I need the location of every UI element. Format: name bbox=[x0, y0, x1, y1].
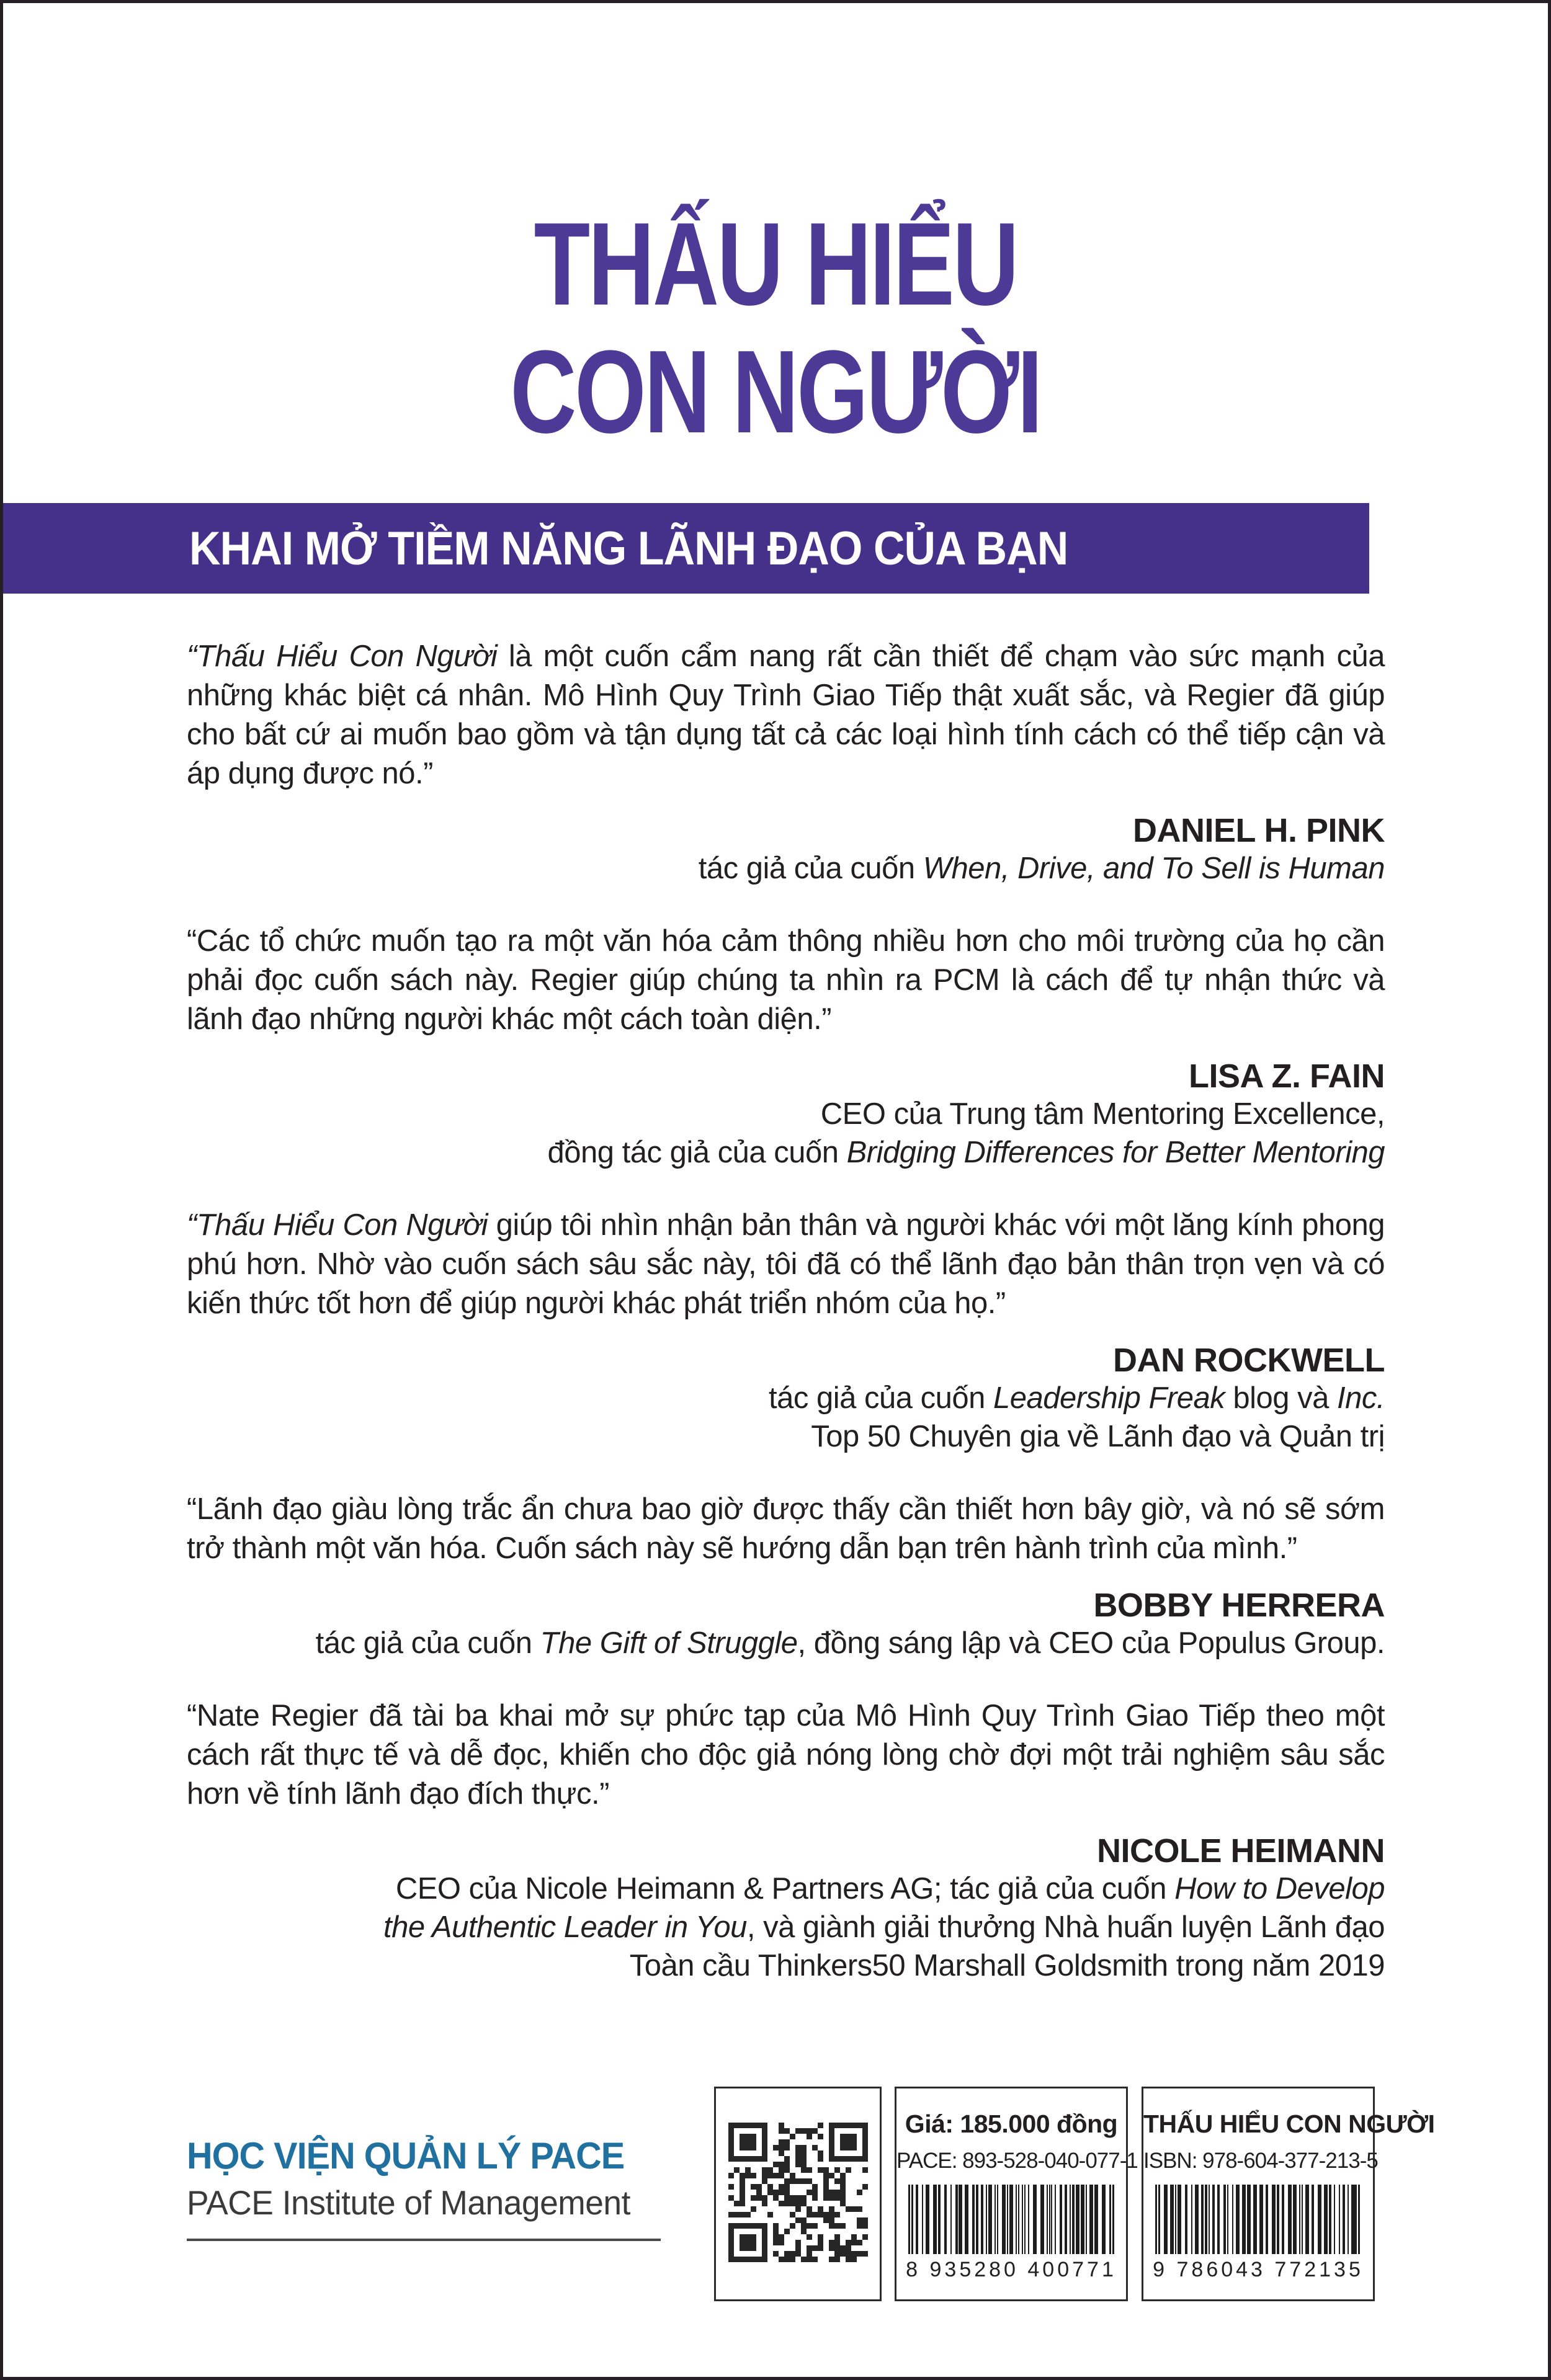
endorsement-quotes bbox=[187, 637, 1385, 1985]
publisher-logo bbox=[187, 2136, 664, 2241]
book-title-line1: THẤU HIỂU bbox=[534, 198, 1017, 330]
quote-text: “Nate Regier đã tài ba khai mở sự phức tạp của Mô Hình Quy Trình Giao Tiếp theo một cách rất thực tế và dễ đọc, khiến cho độc giả nóng lòng chờ đợi một trải nghiệm sâu sắc hơn về tính lãnh đạo đích thực.” bbox=[187, 1699, 1385, 1811]
endorser-title: CEO của Nicole Heimann & Partners AG; tác giả của cuốn How to Develop bbox=[395, 1872, 1385, 1905]
book-title bbox=[3, 200, 1548, 456]
endorser-title: tác giả của cuốn Leadership Freak blog và Inc. bbox=[768, 1381, 1385, 1415]
endorsement bbox=[187, 637, 1385, 888]
endorser-title: đồng tác giả của cuốn Bridging Differences for Better Mentoring bbox=[547, 1136, 1385, 1169]
quote-text: “Lãnh đạo giàu lòng trắc ẩn chưa bao giờ được thấy cần thiết hơn bây giờ, và nó sẽ sớm trở thành một văn hóa. Cuốn sách này sẽ hướng dẫn bạn trên hành trình của mình.” bbox=[187, 1492, 1385, 1565]
price-barcode-icon bbox=[908, 2185, 1114, 2254]
endorser-title: Top 50 Chuyên gia về Lãnh đạo và Quản trị bbox=[811, 1420, 1385, 1453]
publisher-name-vi: HỌC VIỆN QUẢN LÝ PACE bbox=[187, 2135, 625, 2177]
book-title-line2: CON NGƯỜI bbox=[510, 326, 1041, 458]
endorsement bbox=[187, 1490, 1385, 1662]
isbn-barcode-digits: 9 786043 772135 bbox=[1153, 2258, 1364, 2281]
qr-code-icon bbox=[728, 2123, 868, 2265]
publisher-name-en: PACE Institute of Management bbox=[187, 2183, 630, 2222]
isbn-box-title: THẤU HIỂU CON NGƯỜI bbox=[1143, 2110, 1435, 2138]
endorser-title: CEO của Trung tâm Mentoring Excellence, bbox=[820, 1097, 1385, 1131]
endorser-name: BOBBY HERRERA bbox=[1093, 1587, 1385, 1624]
endorsement bbox=[187, 922, 1385, 1172]
price-box bbox=[895, 2087, 1138, 2301]
publisher-divider bbox=[187, 2239, 661, 2241]
pace-code: PACE: 893-528-040-077-1 bbox=[896, 2149, 1138, 2173]
qr-code-box bbox=[714, 2087, 882, 2301]
endorser-title: tác giả của cuốn When, Drive, and To Sell is Human bbox=[698, 852, 1385, 885]
isbn-box bbox=[1142, 2087, 1435, 2301]
price-label: Giá: 185.000 đồng bbox=[905, 2110, 1118, 2138]
quote-text: “Thấu Hiểu Con Người giúp tôi nhìn nhận bản thân và người khác với một lăng kính phong phú hơn. Nhờ vào cuốn sách sâu sắc này, tôi đã có thể lãnh đạo bản thân trọn vẹn và có kiến thức tốt hơn để giúp người khác phát triển nhóm của họ.” bbox=[187, 1208, 1385, 1320]
endorsement bbox=[187, 1206, 1385, 1456]
endorser-name: DANIEL H. PINK bbox=[1132, 812, 1385, 849]
endorser-name: LISA Z. FAIN bbox=[1189, 1058, 1385, 1095]
endorser-title: the Authentic Leader in You, và giành giải thưởng Nhà huấn luyện Lãnh đạo bbox=[383, 1910, 1385, 1944]
endorser-title: tác giả của cuốn The Gift of Struggle, đồng sáng lập và CEO của Populus Group. bbox=[315, 1626, 1385, 1660]
endorser-title: Toàn cầu Thinkers50 Marshall Goldsmith trong năm 2019 bbox=[629, 1949, 1385, 1982]
isbn-barcode-icon bbox=[1155, 2185, 1361, 2254]
endorser-name: NICOLE HEIMANN bbox=[1097, 1832, 1385, 1870]
isbn-number: ISBN: 978-604-377-213-5 bbox=[1143, 2149, 1378, 2173]
tagline-banner bbox=[3, 503, 1369, 594]
quote-text: “Các tổ chức muốn tạo ra một văn hóa cảm thông nhiều hơn cho môi trường của họ cần phải đọc cuốn sách này. Regier giúp chúng ta nhìn ra PCM là cách để tự nhận thức và lãnh đạo những người khác một cách toàn diện.” bbox=[187, 924, 1385, 1036]
quote-text: “Thấu Hiểu Con Người là một cuốn cẩm nang rất cần thiết để chạm vào sức mạnh của những khác biệt cá nhân. Mô Hình Quy Trình Giao Tiếp thật xuất sắc, và Regier đã giúp cho bất cứ ai muốn bao gồm và tận dụng tất cả các loại hình tính cách có thể tiếp cận và áp dụng được nó.” bbox=[187, 640, 1385, 790]
endorser-name: DAN ROCKWELL bbox=[1113, 1342, 1385, 1379]
price-barcode-digits: 8 935280 400771 bbox=[906, 2258, 1117, 2281]
tagline-text: KHAI MỞ TIỀM NĂNG LÃNH ĐẠO CỦA BẠN bbox=[189, 522, 1068, 575]
endorsement bbox=[187, 1696, 1385, 1985]
